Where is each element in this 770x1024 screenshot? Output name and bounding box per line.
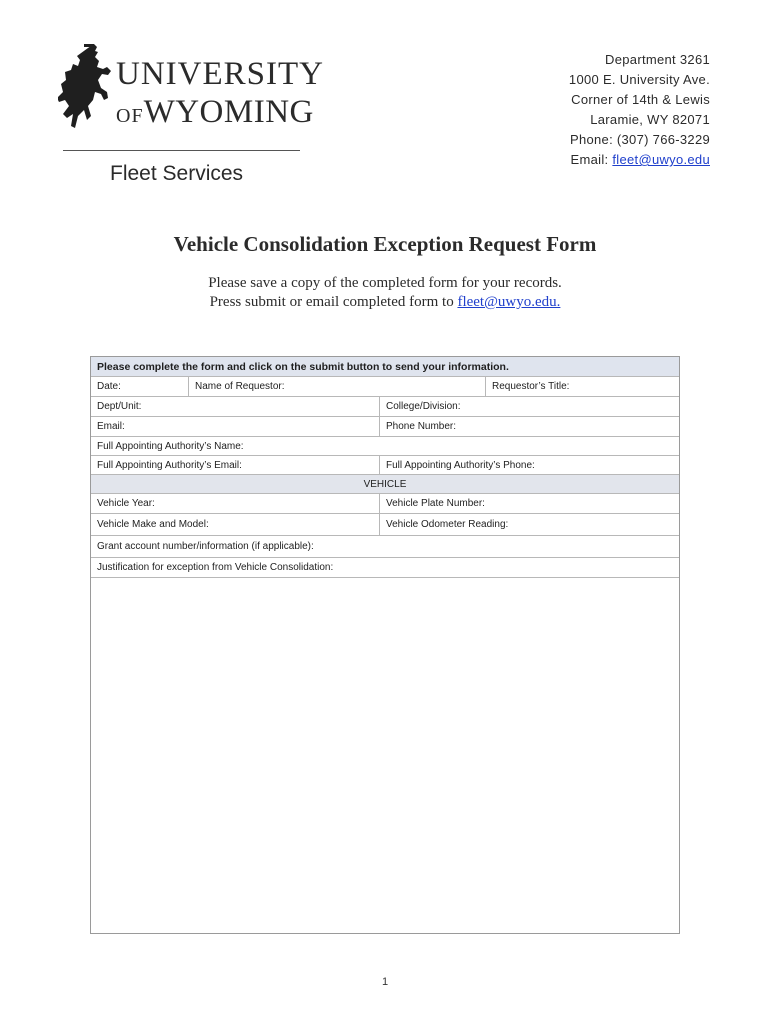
- email-field[interactable]: Email:: [97, 421, 125, 432]
- address-email-line: [569, 150, 710, 170]
- instructions-line2: [0, 293, 770, 312]
- form-row-date: [91, 377, 679, 397]
- logo-wyoming-text: [116, 94, 314, 131]
- phone-field[interactable]: Phone Number:: [379, 417, 679, 436]
- university-logo: [58, 42, 324, 192]
- date-field[interactable]: Date:: [97, 381, 121, 392]
- form-row-justification: [91, 558, 679, 578]
- authority-name-field[interactable]: Full Appointing Authority’s Name:: [97, 440, 244, 452]
- address-phone: Phone: (307) 766-3229: [569, 132, 710, 147]
- form-row-email: [91, 417, 679, 437]
- authority-email-field[interactable]: Full Appointing Authority’s Email:: [97, 459, 242, 471]
- vehicle-make-model-field[interactable]: Vehicle Make and Model:: [97, 519, 209, 530]
- justification-textarea[interactable]: [91, 578, 679, 933]
- logo-subtitle: Fleet Services: [110, 162, 244, 185]
- bucking-horse-rider-icon: [58, 42, 116, 140]
- address-email-link[interactable]: fleet@uwyo.edu: [612, 152, 710, 167]
- form-row-vehicle-year: [91, 494, 679, 514]
- address-department: Department 3261: [605, 52, 710, 67]
- instructions: [0, 274, 770, 312]
- grant-account-field[interactable]: Grant account number/information (if applicable):: [97, 541, 314, 552]
- request-form: [90, 356, 680, 934]
- form-row-authority-contact: [91, 456, 679, 475]
- instructions-email-link[interactable]: fleet@uwyo.edu.: [457, 294, 561, 310]
- form-header-text: Please complete the form and click on the submit button to send your information.: [97, 360, 509, 373]
- vehicle-year-field[interactable]: Vehicle Year:: [97, 498, 155, 509]
- logo-wyoming-word: WYOMING: [143, 94, 314, 130]
- dept-unit-field[interactable]: Dept/Unit:: [97, 401, 142, 412]
- vehicle-plate-field[interactable]: Vehicle Plate Number:: [379, 494, 679, 513]
- vehicle-section-label: VEHICLE: [363, 478, 407, 490]
- requestor-name-field[interactable]: Name of Requestor:: [188, 377, 485, 396]
- form-header-row: [91, 357, 679, 377]
- form-title: Vehicle Consolidation Exception Request Form: [173, 232, 597, 256]
- form-row-vehicle-make: [91, 514, 679, 536]
- logo-of-text: OF: [116, 105, 144, 127]
- address-city: Laramie, WY 82071: [590, 112, 710, 127]
- address-corner: Corner of 14th & Lewis: [571, 92, 710, 107]
- form-row-grant: [91, 536, 679, 558]
- address-email-label: Email:: [570, 152, 613, 167]
- form-row-authority-name: [91, 437, 679, 456]
- vehicle-odometer-field[interactable]: Vehicle Odometer Reading:: [379, 514, 679, 535]
- logo-divider: [63, 150, 300, 151]
- justification-label: Justification for exception from Vehicle Consolidation:: [97, 562, 334, 573]
- logo-university-text: UNIVERSITY: [116, 56, 324, 92]
- address-street: 1000 E. University Ave.: [568, 72, 710, 87]
- address-block: [569, 50, 710, 170]
- form-row-dept: [91, 397, 679, 417]
- requestor-title-field[interactable]: Requestor’s Title:: [485, 377, 679, 396]
- page-number: 1: [381, 976, 389, 988]
- vehicle-section-row: [91, 475, 679, 494]
- instructions-line1: Please save a copy of the completed form for your records.: [208, 275, 562, 291]
- authority-phone-field[interactable]: Full Appointing Authority’s Phone:: [379, 456, 679, 474]
- college-division-field[interactable]: College/Division:: [379, 397, 679, 416]
- instructions-line2-prefix: Press submit or email completed form to: [209, 294, 458, 310]
